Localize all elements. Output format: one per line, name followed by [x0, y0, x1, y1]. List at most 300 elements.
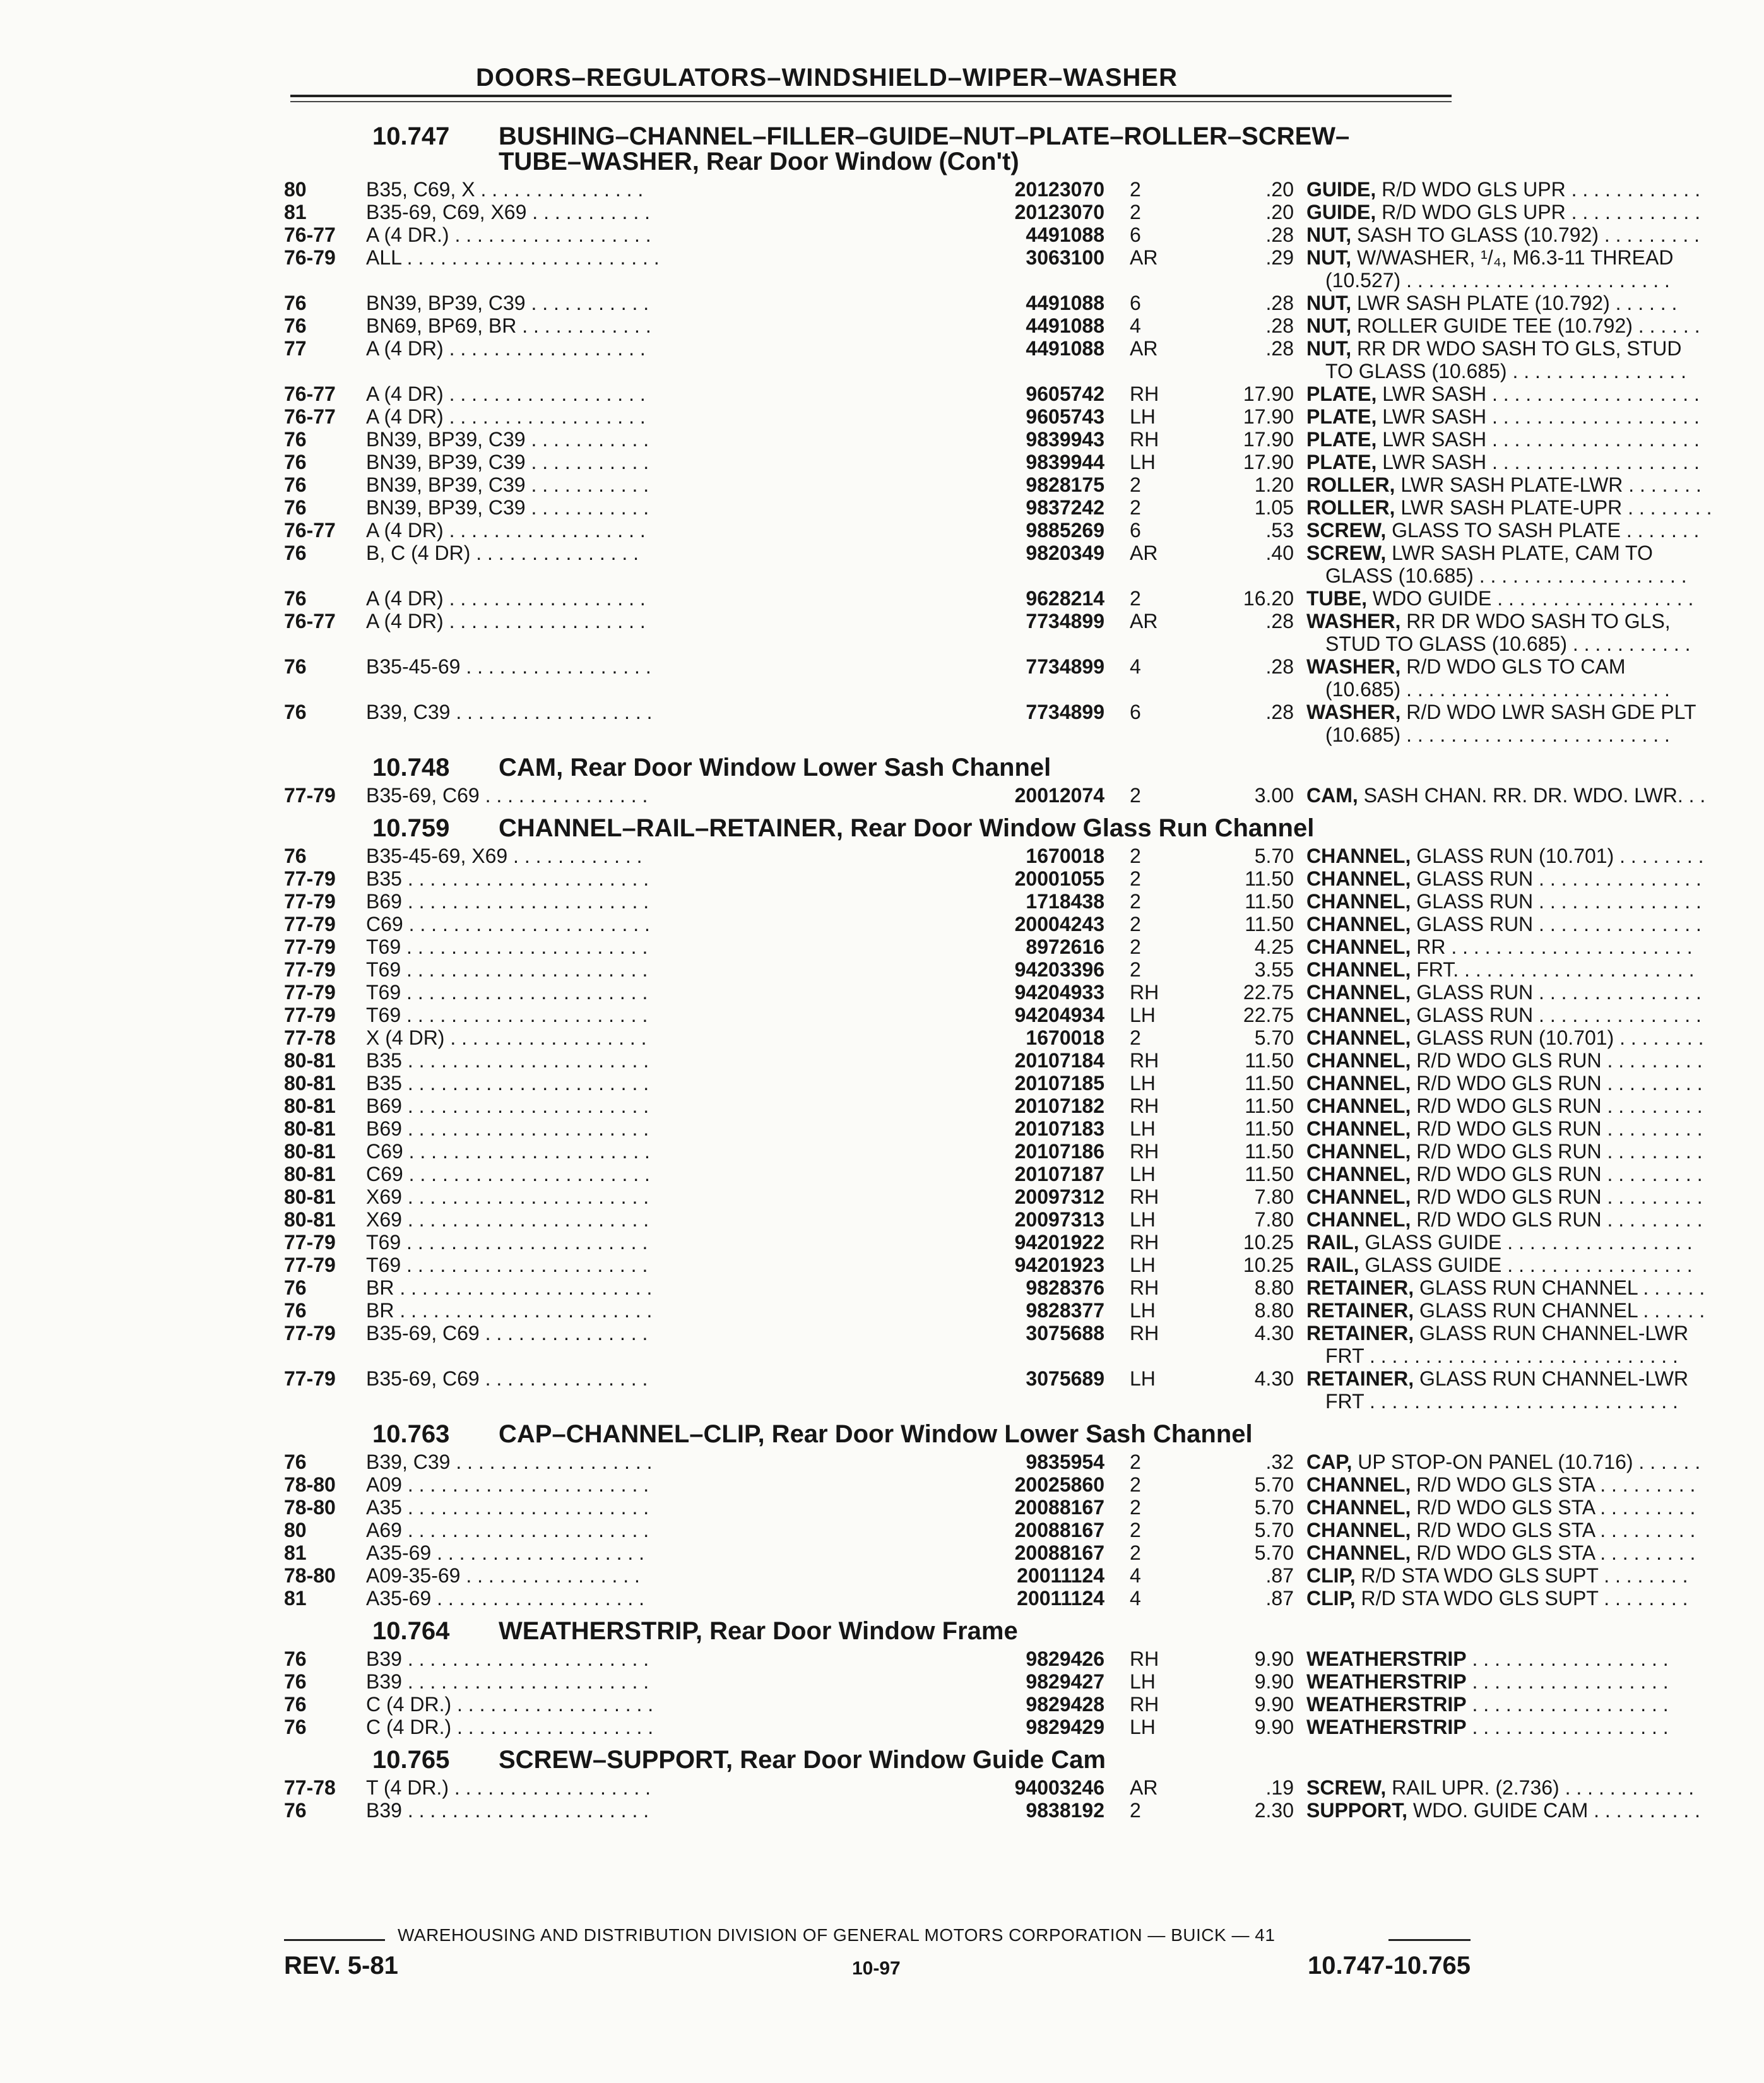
model-year: 80-81 — [284, 1072, 336, 1095]
part-detail: FRT . . . . . . . . . . . . . . . . . . . . . . . . . . . . — [1325, 1344, 1678, 1367]
part-row — [284, 587, 1694, 610]
model-codes: A (4 DR) . . . . . . . . . . . . . . . . . . — [366, 383, 646, 405]
model-codes: A09-35-69 . . . . . . . . . . . . . . . . — [366, 1564, 640, 1587]
part-row-continuation — [284, 1344, 1678, 1367]
part-name: CHANNEL, — [1306, 981, 1411, 1004]
part-description — [1306, 935, 1764, 958]
part-description — [1306, 1496, 1764, 1519]
price: .19 — [1265, 1776, 1294, 1799]
part-row — [284, 451, 1700, 473]
quantity: AR — [1130, 337, 1158, 360]
part-description — [1306, 519, 1764, 542]
model-codes: C (4 DR.) . . . . . . . . . . . . . . . . . . — [366, 1716, 654, 1738]
model-year: 77-79 — [284, 867, 336, 890]
part-description — [1325, 269, 1764, 292]
part-number: 9628214 — [1026, 587, 1104, 610]
part-row — [284, 1299, 1705, 1322]
price: 5.70 — [1254, 1496, 1294, 1519]
footer-rule-right — [1388, 1939, 1471, 1941]
part-number: 3063100 — [1026, 246, 1104, 269]
part-description — [1306, 473, 1764, 496]
part-name: GUIDE, — [1306, 201, 1376, 223]
part-row — [284, 655, 1626, 678]
price: 1.20 — [1254, 473, 1294, 496]
model-codes: T (4 DR.) . . . . . . . . . . . . . . . . . . — [366, 1776, 651, 1799]
part-description — [1306, 1776, 1764, 1799]
model-codes: A (4 DR.) . . . . . . . . . . . . . . . . . . — [366, 223, 651, 246]
part-detail: . . . . . . . . . . . . . . . . . . — [1466, 1647, 1669, 1670]
part-name: CHANNEL, — [1306, 1072, 1411, 1095]
model-year: 80-81 — [284, 1117, 336, 1140]
model-codes: A (4 DR) . . . . . . . . . . . . . . . . . . — [366, 610, 646, 632]
part-name: CHANNEL, — [1306, 1095, 1411, 1117]
section-heading-continued — [284, 148, 1483, 175]
part-detail: WDO GUIDE . . . . . . . . . . . . . . . . . . — [1367, 587, 1694, 610]
part-description — [1325, 678, 1764, 701]
part-detail: TO GLASS (10.685) . . . . . . . . . . . . . . . . — [1325, 360, 1687, 383]
part-row — [284, 890, 1702, 913]
part-number: 9835954 — [1026, 1451, 1104, 1473]
price: 7.80 — [1254, 1208, 1294, 1231]
quantity: 2 — [1130, 867, 1141, 890]
part-number: 20001055 — [1014, 867, 1104, 890]
price: 8.80 — [1254, 1299, 1294, 1322]
model-codes: B39 . . . . . . . . . . . . . . . . . . . . . . — [366, 1799, 649, 1822]
part-name: ROLLER, — [1306, 496, 1395, 519]
part-description — [1306, 1185, 1764, 1208]
part-name: NUT, — [1306, 292, 1352, 314]
quantity: LH — [1130, 1254, 1156, 1276]
quantity: 2 — [1130, 1473, 1141, 1496]
part-description — [1306, 314, 1764, 337]
part-description — [1306, 405, 1764, 428]
price: 5.70 — [1254, 1541, 1294, 1564]
part-detail: (10.685) . . . . . . . . . . . . . . . . . . . . . . . . — [1325, 678, 1670, 701]
model-year: 80-81 — [284, 1163, 336, 1185]
quantity: RH — [1130, 981, 1159, 1004]
part-number: 4491088 — [1026, 337, 1104, 360]
part-name: CHANNEL, — [1306, 1026, 1411, 1049]
section-title: BUSHING–CHANNEL–FILLER–GUIDE–NUT–PLATE–ROLLER–SCREW– — [499, 122, 1350, 150]
price: 11.50 — [1245, 1049, 1294, 1072]
part-row — [284, 1163, 1703, 1185]
part-row — [284, 246, 1674, 269]
model-codes: X (4 DR) . . . . . . . . . . . . . . . . . . — [366, 1026, 647, 1049]
part-number: 20025860 — [1014, 1473, 1104, 1496]
model-codes: B35-69, C69 . . . . . . . . . . . . . . . — [366, 1367, 648, 1390]
part-row — [284, 958, 1695, 981]
part-description — [1306, 784, 1764, 807]
quantity: RH — [1130, 1231, 1159, 1254]
part-number: 94204934 — [1014, 1004, 1104, 1026]
page-header — [290, 62, 1452, 107]
model-codes: T69 . . . . . . . . . . . . . . . . . . . . . . — [366, 1004, 648, 1026]
part-detail: R/D WDO GLS TO CAM — [1400, 655, 1626, 678]
quantity: 6 — [1130, 519, 1141, 542]
part-number: 9605742 — [1026, 383, 1104, 405]
section-number: 10.763 — [372, 1420, 450, 1448]
price: 9.90 — [1254, 1647, 1294, 1670]
part-description — [1306, 701, 1764, 723]
part-detail: R/D WDO GLS STA . . . . . . . . . — [1411, 1519, 1696, 1541]
model-codes: BN39, BP39, C39 . . . . . . . . . . . — [366, 428, 649, 451]
quantity: RH — [1130, 1647, 1159, 1670]
part-detail: ROLLER GUIDE TEE (10.792) . . . . . . — [1351, 314, 1700, 337]
quantity: 4 — [1130, 314, 1141, 337]
part-description — [1306, 1004, 1764, 1026]
part-detail: W/WASHER, ¹/₄, M6.3-11 THREAD — [1351, 246, 1674, 269]
part-description — [1306, 1541, 1764, 1564]
price: 17.90 — [1243, 451, 1294, 473]
quantity: 2 — [1130, 496, 1141, 519]
part-description — [1306, 1564, 1764, 1587]
part-name: CAM, — [1306, 784, 1358, 807]
section-number: 10.748 — [372, 754, 450, 781]
part-description — [1306, 428, 1764, 451]
part-row — [284, 1185, 1703, 1208]
part-number: 20097313 — [1014, 1208, 1104, 1231]
model-codes: C69 . . . . . . . . . . . . . . . . . . . . . . — [366, 913, 650, 935]
price: .20 — [1265, 201, 1294, 223]
price: .40 — [1265, 542, 1294, 564]
quantity: LH — [1130, 1208, 1156, 1231]
model-year: 77-79 — [284, 1004, 336, 1026]
part-description — [1306, 890, 1764, 913]
part-row — [284, 1095, 1703, 1117]
part-detail: LWR SASH PLATE-LWR . . . . . . . — [1395, 473, 1702, 496]
part-name: WASHER, — [1306, 610, 1401, 632]
part-row — [284, 1254, 1693, 1276]
quantity: LH — [1130, 405, 1156, 428]
model-year: 76 — [284, 587, 307, 610]
part-number: 3075689 — [1026, 1367, 1104, 1390]
price: .28 — [1265, 655, 1294, 678]
model-codes: B35-69, C69 . . . . . . . . . . . . . . . — [366, 784, 648, 807]
part-name: CHANNEL, — [1306, 1541, 1411, 1564]
part-number: 20107186 — [1014, 1140, 1104, 1163]
model-year: 76 — [284, 473, 307, 496]
part-name: SCREW, — [1306, 519, 1387, 542]
price: 17.90 — [1243, 383, 1294, 405]
part-description — [1306, 496, 1764, 519]
part-detail: GLASS RUN . . . . . . . . . . . . . . . — [1411, 867, 1702, 890]
quantity: 6 — [1130, 701, 1141, 723]
part-description — [1306, 1095, 1764, 1117]
price: 5.70 — [1254, 845, 1294, 867]
part-detail: R/D WDO GLS RUN . . . . . . . . . — [1411, 1072, 1703, 1095]
part-name: PLATE, — [1306, 383, 1377, 405]
price: 4.30 — [1254, 1322, 1294, 1344]
model-codes: A (4 DR) . . . . . . . . . . . . . . . . . . — [366, 519, 646, 542]
part-description — [1306, 1322, 1764, 1344]
part-detail: GLASS RUN CHANNEL . . . . . . — [1414, 1276, 1705, 1299]
catalog-section — [284, 1420, 1701, 1610]
part-row — [284, 542, 1653, 564]
part-detail: LWR SASH . . . . . . . . . . . . . . . . . . . — [1376, 428, 1700, 451]
part-row — [284, 292, 1678, 314]
model-year: 77-79 — [284, 958, 336, 981]
model-codes: T69 . . . . . . . . . . . . . . . . . . . . . . — [366, 1231, 648, 1254]
part-detail: GLASS GUIDE . . . . . . . . . . . . . . . . . — [1359, 1254, 1693, 1276]
model-year: 77-79 — [284, 890, 336, 913]
part-number: 9838192 — [1026, 1799, 1104, 1822]
part-row-continuation — [284, 723, 1670, 746]
catalog-section — [284, 1746, 1701, 1822]
model-year: 80-81 — [284, 1095, 336, 1117]
price: 8.80 — [1254, 1276, 1294, 1299]
part-number: 20123070 — [1014, 201, 1104, 223]
model-year: 76 — [284, 1647, 307, 1670]
model-codes: T69 . . . . . . . . . . . . . . . . . . . . . . — [366, 958, 648, 981]
quantity: 2 — [1130, 913, 1141, 935]
model-year: 76-77 — [284, 223, 336, 246]
part-row — [284, 981, 1702, 1004]
part-description — [1306, 1647, 1764, 1670]
part-detail: R/D WDO GLS RUN . . . . . . . . . — [1411, 1185, 1703, 1208]
header-rule — [290, 95, 1452, 97]
model-year: 77-79 — [284, 1231, 336, 1254]
part-description — [1306, 246, 1764, 269]
part-row — [284, 1587, 1688, 1610]
price: 17.90 — [1243, 405, 1294, 428]
section-range: 10.747-10.765 — [1307, 1952, 1471, 1979]
price: 11.50 — [1245, 1117, 1294, 1140]
model-codes: B35 . . . . . . . . . . . . . . . . . . . . . . — [366, 1072, 649, 1095]
part-row-continuation — [284, 678, 1670, 701]
part-name: CHANNEL, — [1306, 845, 1411, 867]
model-codes: C69 . . . . . . . . . . . . . . . . . . . . . . — [366, 1163, 650, 1185]
model-codes: A35 . . . . . . . . . . . . . . . . . . . . . . — [366, 1496, 649, 1519]
price: .28 — [1265, 314, 1294, 337]
model-year: 77-79 — [284, 784, 336, 807]
model-year: 77-79 — [284, 1322, 336, 1344]
part-number: 20088167 — [1014, 1541, 1104, 1564]
part-number: 9885269 — [1026, 519, 1104, 542]
part-detail: GLASS RUN . . . . . . . . . . . . . . . — [1411, 1004, 1702, 1026]
section-number: 10.759 — [372, 814, 450, 842]
price: .28 — [1265, 701, 1294, 723]
part-row — [284, 519, 1700, 542]
price: .28 — [1265, 223, 1294, 246]
part-row — [284, 1004, 1702, 1026]
part-number: 20004243 — [1014, 913, 1104, 935]
part-row — [284, 1451, 1701, 1473]
page-title: DOORS–REGULATORS–WINDSHIELD–WIPER–WASHER — [476, 64, 1178, 92]
part-number: 20088167 — [1014, 1519, 1104, 1541]
quantity: 2 — [1130, 1451, 1141, 1473]
part-detail: R/D WDO GLS UPR . . . . . . . . . . . . — [1376, 178, 1701, 201]
model-year: 76 — [284, 542, 307, 564]
quantity: LH — [1130, 1004, 1156, 1026]
model-codes: B, C (4 DR) . . . . . . . . . . . . . . . — [366, 542, 639, 564]
part-description — [1306, 1276, 1764, 1299]
part-detail: R/D WDO GLS UPR . . . . . . . . . . . . — [1376, 201, 1701, 223]
part-name: CHANNEL, — [1306, 1473, 1411, 1496]
part-row — [284, 935, 1693, 958]
catalog-section — [284, 1617, 1669, 1738]
part-number: 9820349 — [1026, 542, 1104, 564]
part-name: WEATHERSTRIP — [1306, 1670, 1467, 1693]
parts-catalog-content — [284, 115, 1712, 1822]
part-row — [284, 1026, 1704, 1049]
price: .87 — [1265, 1564, 1294, 1587]
part-detail: FRT . . . . . . . . . . . . . . . . . . . . . . . . . . . . — [1325, 1390, 1678, 1413]
part-row — [284, 383, 1700, 405]
quantity: 2 — [1130, 890, 1141, 913]
model-year: 76 — [284, 1276, 307, 1299]
model-codes: B39, C39 . . . . . . . . . . . . . . . . . . — [366, 701, 653, 723]
part-name: NUT, — [1306, 223, 1352, 246]
model-year: 76 — [284, 292, 307, 314]
model-year: 77-79 — [284, 935, 336, 958]
part-number: 9828377 — [1026, 1299, 1104, 1322]
section-title: WEATHERSTRIP, Rear Door Window Frame — [499, 1617, 1018, 1645]
price: .29 — [1265, 246, 1294, 269]
model-codes: B35-69, C69, X69 . . . . . . . . . . . — [366, 201, 650, 223]
part-detail: R/D WDO GLS RUN . . . . . . . . . — [1411, 1049, 1703, 1072]
quantity: 2 — [1130, 201, 1141, 223]
part-number: 9829428 — [1026, 1693, 1104, 1716]
part-description — [1306, 1693, 1764, 1716]
part-name: SCREW, — [1306, 1776, 1387, 1799]
part-description — [1306, 1670, 1764, 1693]
model-year: 81 — [284, 1541, 307, 1564]
section-heading — [284, 814, 1483, 842]
model-year: 77-79 — [284, 1254, 336, 1276]
section-number: 10.764 — [372, 1617, 450, 1645]
header-rule-thin — [290, 101, 1452, 102]
model-codes: B35-69, C69 . . . . . . . . . . . . . . . — [366, 1322, 648, 1344]
price: 1.05 — [1254, 496, 1294, 519]
page-footer — [284, 1925, 1471, 1988]
part-number: 7734899 — [1026, 610, 1104, 632]
part-number: 20107184 — [1014, 1049, 1104, 1072]
quantity: 2 — [1130, 1519, 1141, 1541]
part-number: 4491088 — [1026, 223, 1104, 246]
price: .28 — [1265, 610, 1294, 632]
part-detail: GLASS RUN CHANNEL-LWR — [1414, 1322, 1689, 1344]
part-name: WASHER, — [1306, 655, 1401, 678]
part-row — [284, 337, 1682, 360]
part-number: 20123070 — [1014, 178, 1104, 201]
part-name: NUT, — [1306, 337, 1352, 360]
model-year: 76 — [284, 1299, 307, 1322]
part-row — [284, 1716, 1669, 1738]
part-number: 9837242 — [1026, 496, 1104, 519]
part-name: CHANNEL, — [1306, 935, 1411, 958]
part-detail: GLASS RUN CHANNEL . . . . . . — [1414, 1299, 1705, 1322]
part-row — [284, 1276, 1705, 1299]
part-row — [284, 1519, 1696, 1541]
part-row — [284, 1117, 1703, 1140]
model-year: 77-79 — [284, 981, 336, 1004]
price: 11.50 — [1245, 1140, 1294, 1163]
part-description — [1325, 360, 1764, 383]
part-row — [284, 496, 1712, 519]
part-number: 20107182 — [1014, 1095, 1104, 1117]
quantity: LH — [1130, 1163, 1156, 1185]
model-codes: B39 . . . . . . . . . . . . . . . . . . . . . . — [366, 1647, 649, 1670]
section-title: CAM, Rear Door Window Lower Sash Channel — [499, 754, 1051, 781]
part-row — [284, 1208, 1703, 1231]
part-row — [284, 1670, 1669, 1693]
part-name: CHANNEL, — [1306, 1208, 1411, 1231]
part-description — [1325, 723, 1764, 746]
quantity: 2 — [1130, 1541, 1141, 1564]
part-description — [1306, 958, 1764, 981]
part-row — [284, 1231, 1693, 1254]
part-detail: SASH TO GLASS (10.792) . . . . . . . . . — [1351, 223, 1700, 246]
part-number: 20088167 — [1014, 1496, 1104, 1519]
price: 3.55 — [1254, 958, 1294, 981]
part-detail: R/D STA WDO GLS SUPT . . . . . . . . — [1355, 1587, 1688, 1610]
price: 9.90 — [1254, 1693, 1294, 1716]
part-detail: RR DR WDO SASH TO GLS, STUD — [1351, 337, 1682, 360]
model-codes: A (4 DR) . . . . . . . . . . . . . . . . . . — [366, 405, 646, 428]
part-detail: RAIL UPR. (2.736) . . . . . . . . . . . . — [1386, 1776, 1695, 1799]
price: 22.75 — [1243, 1004, 1294, 1026]
catalog-section — [284, 122, 1712, 746]
price: .20 — [1265, 178, 1294, 201]
model-codes: ALL . . . . . . . . . . . . . . . . . . . . . . . — [366, 246, 660, 269]
part-name: RAIL, — [1306, 1254, 1359, 1276]
price: 11.50 — [1245, 890, 1294, 913]
section-heading — [284, 1617, 1483, 1645]
model-codes: BN39, BP39, C39 . . . . . . . . . . . — [366, 473, 649, 496]
part-name: CLIP, — [1306, 1564, 1356, 1587]
model-codes: C (4 DR.) . . . . . . . . . . . . . . . . . . — [366, 1693, 654, 1716]
part-description — [1306, 1026, 1764, 1049]
part-description — [1306, 845, 1764, 867]
model-codes: A (4 DR) . . . . . . . . . . . . . . . . . . — [366, 337, 646, 360]
part-name: WEATHERSTRIP — [1306, 1716, 1467, 1738]
model-year: 77-79 — [284, 1367, 336, 1390]
quantity: 2 — [1130, 958, 1141, 981]
part-description — [1306, 337, 1764, 360]
part-detail: R/D WDO LWR SASH GDE PLT — [1400, 701, 1696, 723]
part-row — [284, 428, 1700, 451]
part-detail: LWR SASH PLATE (10.792) . . . . . . — [1351, 292, 1678, 314]
price: 11.50 — [1245, 1095, 1294, 1117]
quantity: 2 — [1130, 473, 1141, 496]
price: .28 — [1265, 292, 1294, 314]
part-detail: GLASS GUIDE . . . . . . . . . . . . . . . . . — [1359, 1231, 1693, 1254]
model-codes: B35, C69, X . . . . . . . . . . . . . . . — [366, 178, 644, 201]
part-description — [1306, 1367, 1764, 1390]
price: 5.70 — [1254, 1519, 1294, 1541]
quantity: RH — [1130, 1322, 1159, 1344]
model-codes: B69 . . . . . . . . . . . . . . . . . . . . . . — [366, 1095, 649, 1117]
part-detail: RR DR WDO SASH TO GLS, — [1400, 610, 1671, 632]
model-year: 80-81 — [284, 1140, 336, 1163]
price: 11.50 — [1245, 1072, 1294, 1095]
part-detail: RR . . . . . . . . . . . . . . . . . . . . . . — [1411, 935, 1693, 958]
part-row — [284, 1564, 1688, 1587]
model-codes: X69 . . . . . . . . . . . . . . . . . . . . . . — [366, 1185, 649, 1208]
part-description — [1306, 913, 1764, 935]
part-number: 20107183 — [1014, 1117, 1104, 1140]
part-name: CHANNEL, — [1306, 1519, 1411, 1541]
part-number: 9839943 — [1026, 428, 1104, 451]
model-codes: BR . . . . . . . . . . . . . . . . . . . . . . . — [366, 1276, 653, 1299]
part-description — [1306, 1519, 1764, 1541]
part-row — [284, 1140, 1703, 1163]
part-detail: GLASS (10.685) . . . . . . . . . . . . . . . . . . . — [1325, 564, 1687, 587]
quantity: AR — [1130, 246, 1158, 269]
part-number: 94204933 — [1014, 981, 1104, 1004]
part-row — [284, 1049, 1703, 1072]
part-number: 94003246 — [1014, 1776, 1104, 1799]
